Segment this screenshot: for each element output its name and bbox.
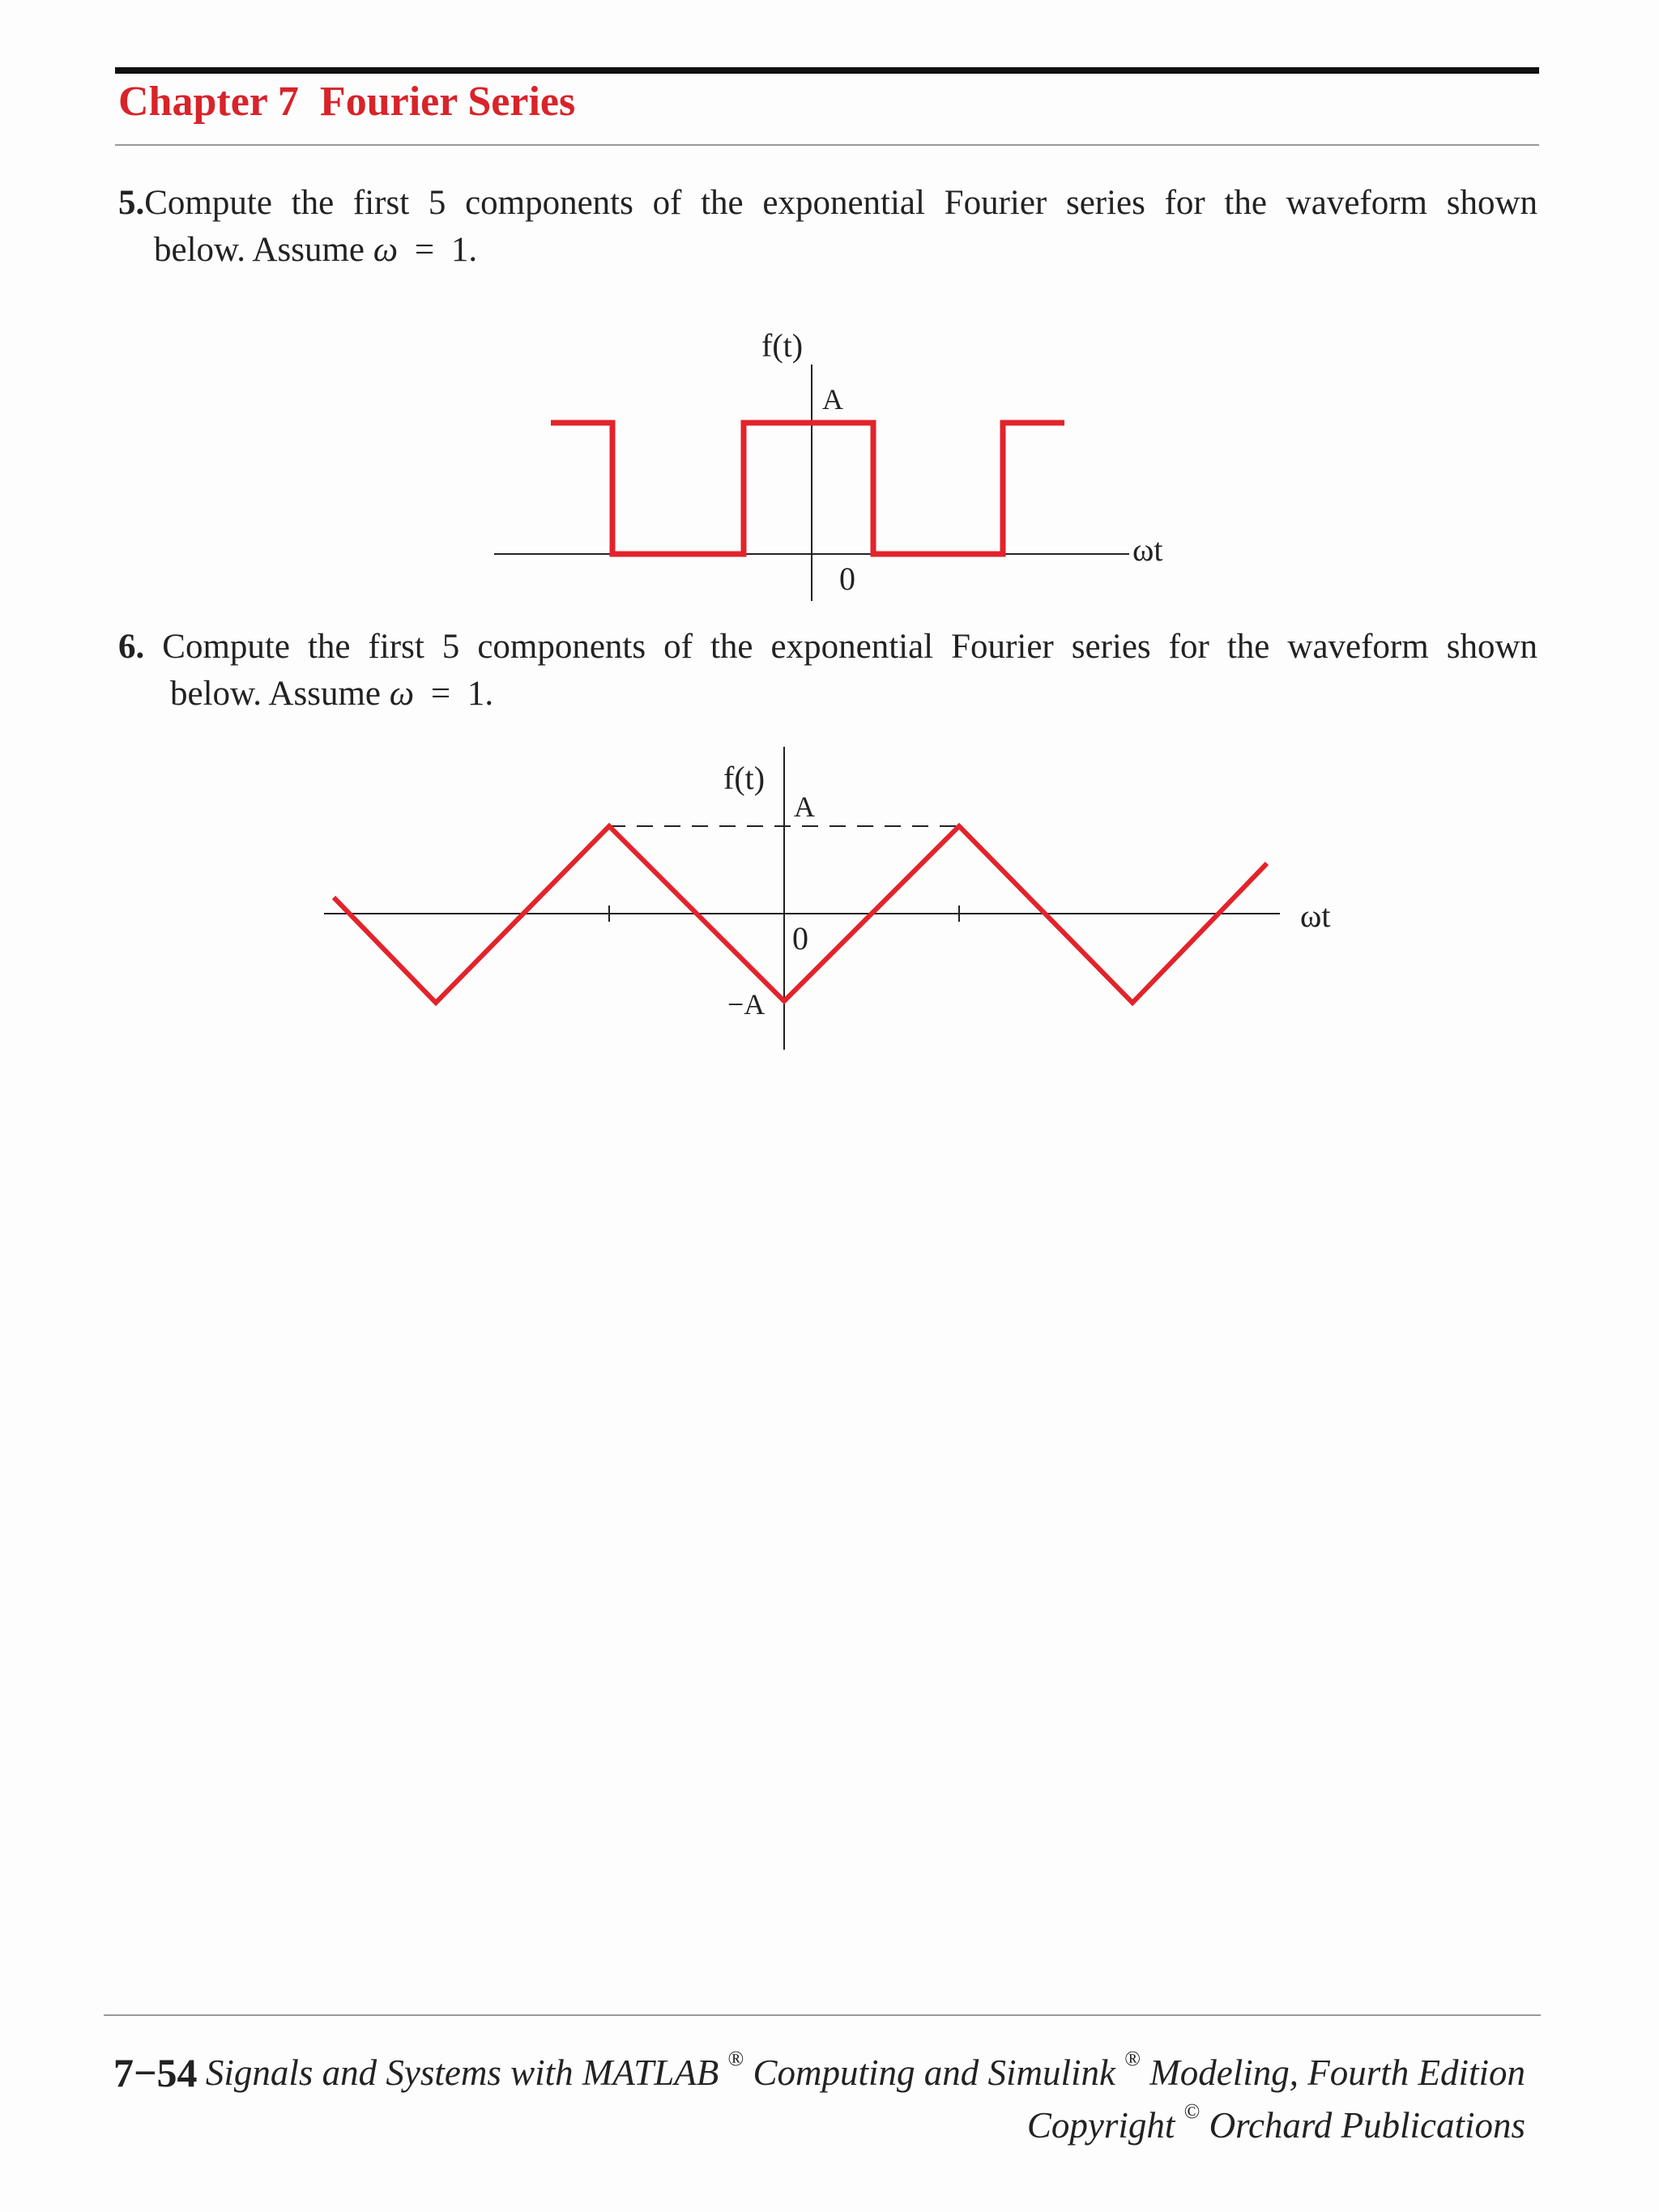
copyright-mark: ©: [1183, 2099, 1201, 2123]
copyright-word: Copyright: [1026, 2105, 1175, 2146]
triangle-wave-y-label: f(t): [723, 760, 766, 796]
copyright-line: [1026, 2099, 1525, 2146]
registered-mark-1: ®: [727, 2047, 744, 2070]
problem-5-value: 1: [450, 231, 469, 269]
problem-6-period: .: [484, 675, 494, 713]
problem-5-text-1: Compute the first 5 components of the exponential Fourier series for the waveform shown: [144, 184, 1537, 222]
book-title-part-1: Signals and Systems with MATLAB: [205, 2052, 719, 2093]
publisher-name: Orchard Publications: [1209, 2105, 1525, 2146]
book-title-part-3: Modeling, Fourth Edition: [1149, 2052, 1525, 2093]
triangle-wave-x-label: ωt: [1300, 897, 1331, 934]
square-wave-origin-label: 0: [839, 560, 855, 597]
problem-5-equals: =: [414, 231, 435, 269]
square-wave-y-label: f(t): [761, 327, 804, 364]
footer-rule: [104, 2014, 1541, 2016]
book-title-part-2: Computing and Simulink: [753, 2052, 1116, 2093]
problem-5-text-2: below. Assume: [154, 231, 365, 269]
triangle-wave-neg-amplitude-label: −A: [727, 988, 766, 1021]
problem-5-period: .: [468, 231, 478, 269]
book-title: [205, 2047, 1525, 2094]
problem-6-omega: ω: [389, 675, 415, 713]
problem-5-number: 5.: [118, 184, 145, 222]
chapter-title: Chapter 7 Fourier Series: [118, 79, 576, 125]
triangle-wave-amplitude-label: A: [794, 791, 815, 823]
registered-mark-2: ®: [1124, 2047, 1141, 2070]
square-wave-amplitude-label: A: [822, 383, 843, 416]
page-number: 7−54: [113, 2050, 198, 2095]
square-wave-x-label: ωt: [1132, 531, 1163, 568]
problem-6-text-2: below. Assume: [170, 675, 381, 713]
problem-5-omega: ω: [373, 231, 399, 269]
problem-6-equals: =: [430, 675, 451, 713]
problem-6-text-1: Compute the first 5 components of the exponential Fourier series for the waveform shown: [162, 628, 1538, 666]
triangle-wave-origin-label: 0: [792, 920, 808, 957]
problem-6-value: 1: [467, 675, 485, 713]
problem-6-number: 6.: [118, 628, 145, 666]
